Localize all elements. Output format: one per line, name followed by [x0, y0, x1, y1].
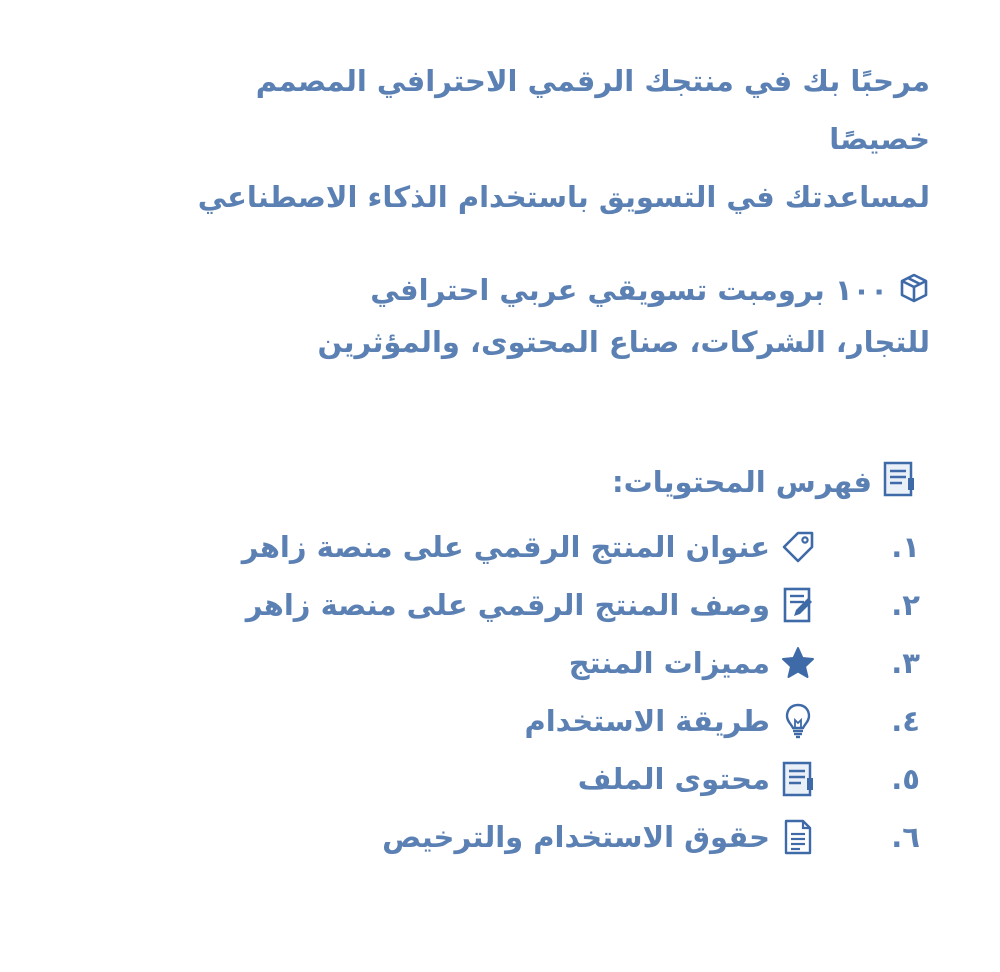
- toc-item-number: ٦.: [891, 820, 920, 854]
- toc-item-label: مميزات المنتج: [568, 646, 770, 680]
- toc-item-number: ٥.: [891, 762, 920, 796]
- offer-title: ١٠٠ برومبت تسويقي عربي احترافي: [370, 273, 888, 307]
- offer-line-2: للتجار، الشركات، صناع المحتوى، والمؤثرين: [317, 325, 930, 359]
- toc-item-number: ٣.: [891, 646, 920, 680]
- tag-icon: [778, 529, 818, 565]
- document-icon: [882, 460, 916, 498]
- toc-item-3: [160, 634, 920, 692]
- toc-item-4: [160, 692, 920, 750]
- toc-item-label: وصف المنتج الرقمي على منصة زاهر: [245, 588, 770, 622]
- toc-item-2: [160, 576, 920, 634]
- toc-item-number: ٢.: [891, 588, 920, 622]
- intro-line-2: لمساعدتك في التسويق باستخدام الذكاء الاصطناعي: [197, 180, 930, 214]
- toc-item-1: [160, 518, 920, 576]
- intro-paragraph: [170, 52, 930, 226]
- edit-document-icon: [778, 586, 818, 624]
- toc-item-label: عنوان المنتج الرقمي على منصة زاهر: [241, 530, 770, 564]
- intro-line-1: مرحبًا بك في منتجك الرقمي الاحترافي المصمم خصيصًا: [255, 64, 930, 156]
- toc-list: [160, 518, 920, 866]
- document-icon: [778, 760, 818, 798]
- toc-heading: [612, 456, 916, 508]
- toc-item-5: [160, 750, 920, 808]
- toc-item-number: ٤.: [891, 704, 920, 738]
- page-icon: [778, 818, 818, 856]
- toc-item-6: [160, 808, 920, 866]
- offer-line-1: [250, 264, 930, 316]
- toc-item-number: ١.: [891, 530, 920, 564]
- toc-item-label: طريقة الاستخدام: [524, 704, 770, 738]
- lightbulb-icon: [778, 702, 818, 740]
- toc-title: فهرس المحتويات:: [612, 465, 872, 499]
- toc-item-label: محتوى الملف: [577, 762, 770, 796]
- toc-item-label: حقوق الاستخدام والترخيص: [382, 820, 770, 854]
- offer-paragraph: [250, 264, 930, 368]
- package-icon: [898, 272, 930, 304]
- star-icon: [778, 645, 818, 681]
